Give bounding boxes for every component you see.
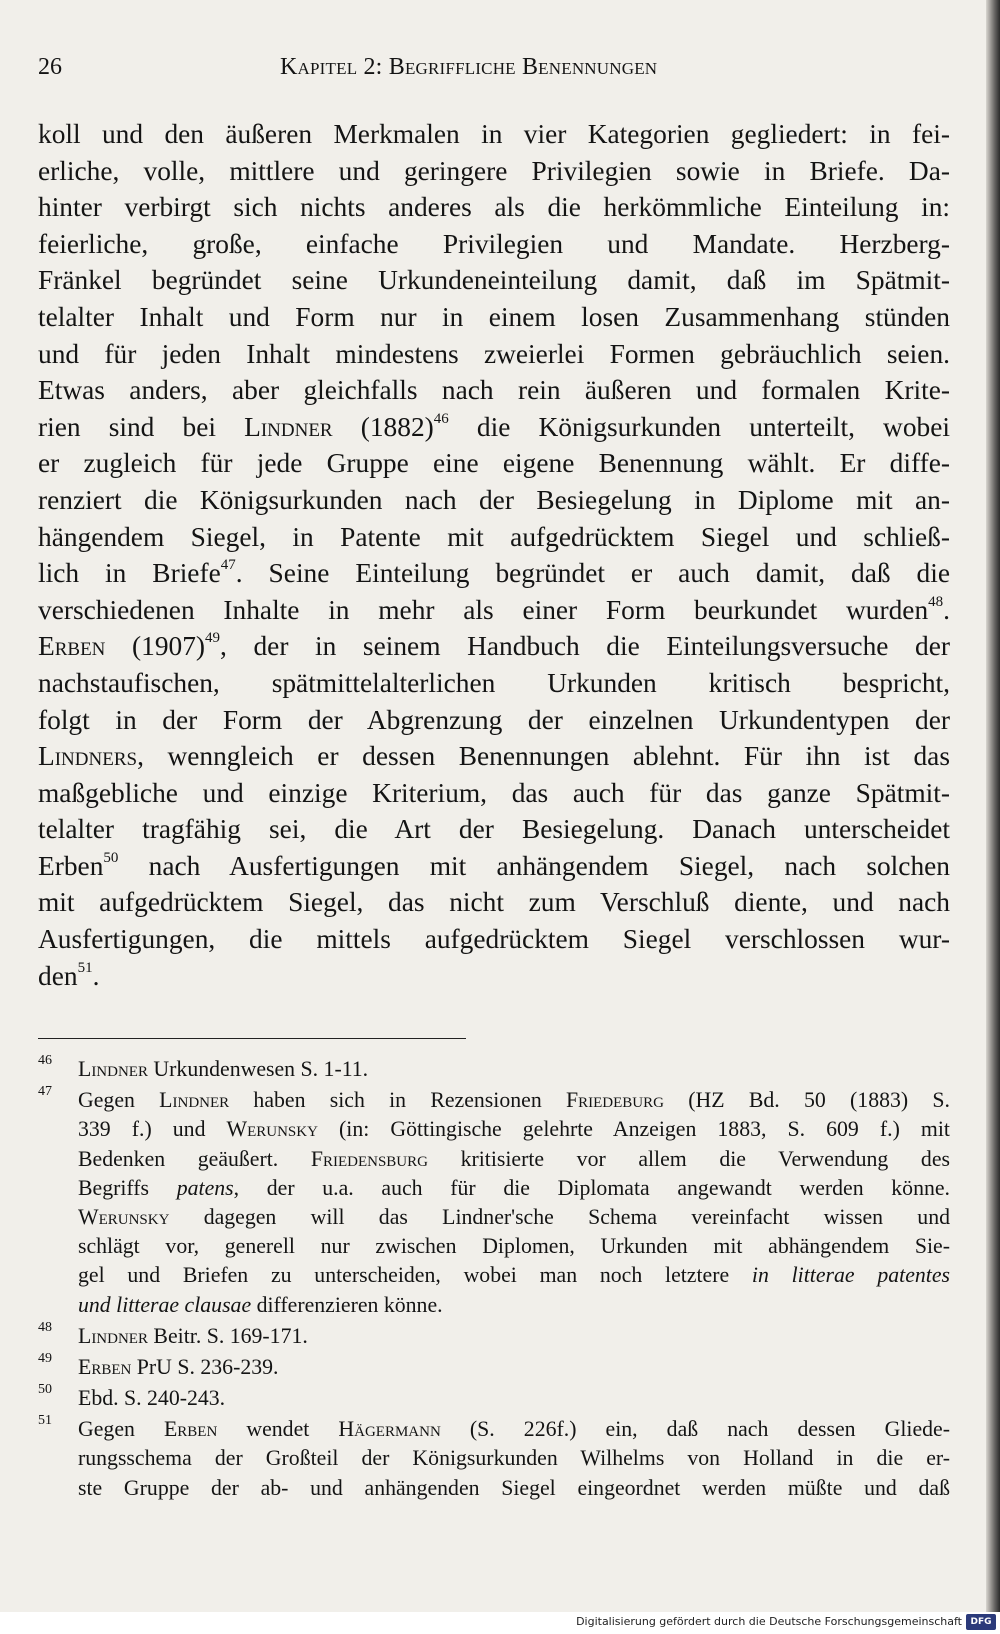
text-line: erliche, volle, mittlere und geringere Privilegien sowie in Briefe. Da- bbox=[38, 155, 950, 186]
footnote-line: ste Gruppe der ab- und anhängenden Siegel eingeordnet werden müßte und daß bbox=[78, 1475, 950, 1500]
text-fragment: den bbox=[38, 960, 78, 991]
author-name: Friedeburg bbox=[566, 1088, 664, 1113]
footnote-line bbox=[78, 1086, 950, 1115]
footnote-47 bbox=[38, 1086, 950, 1320]
author-name: Lindner bbox=[78, 1323, 148, 1348]
text-line: telalter Inhalt und Form nur in einem losen Zusammenhang stünden bbox=[38, 301, 950, 332]
text-line: folgt in der Form der Abgrenzung der einzelnen Urkundentypen der bbox=[38, 704, 950, 735]
author-name: Werunsky bbox=[78, 1204, 170, 1229]
text-line bbox=[38, 628, 950, 665]
footnote-line: Ebd. S. 240-243. bbox=[78, 1386, 226, 1411]
footnote-number: 50 bbox=[38, 1382, 52, 1398]
footnote-line: schlägt vor, generell nur zwischen Diplomen, Urkunden mit abhängendem Sie- bbox=[78, 1234, 950, 1259]
footnotes bbox=[38, 1055, 950, 1503]
text-fragment: , der in seinem Handbuch die Einteilungsversuche der bbox=[220, 631, 951, 662]
page-number: 26 bbox=[38, 54, 62, 80]
author-name: Erben bbox=[163, 1417, 218, 1442]
text-fragment: dagegen will das Lindner'sche Schema vereinfacht wissen und bbox=[169, 1204, 950, 1229]
dfg-logo-icon[interactable]: DFG bbox=[966, 1614, 996, 1630]
text-line: und für jeden Inhalt mindestens zweierlei Formen gebräuchlich seien. bbox=[38, 338, 950, 369]
text-fragment: Bedenken geäußert. bbox=[78, 1146, 311, 1171]
italic-term: in litterae patentes bbox=[751, 1263, 950, 1288]
footnote-51 bbox=[38, 1415, 950, 1503]
text-line: telalter tragfähig sei, die Art der Besiegelung. Danach unterscheidet bbox=[38, 814, 950, 845]
author-name: Friedensburg bbox=[310, 1146, 428, 1171]
author-name: Hägermann bbox=[338, 1417, 441, 1442]
text-fragment: , wenngleich er dessen Benennungen ablehnt. Für ihn ist das bbox=[137, 741, 950, 772]
text-fragment: . bbox=[92, 960, 100, 991]
footnote-number: 48 bbox=[38, 1319, 52, 1335]
text-fragment: wendet bbox=[217, 1417, 339, 1442]
body-paragraph bbox=[38, 116, 950, 994]
page-header bbox=[38, 54, 948, 88]
author-name: Erben bbox=[38, 631, 106, 662]
text-line bbox=[38, 409, 950, 446]
text-line: Ausfertigungen, die mittels aufgedrücktem Siegel verschlossen wur- bbox=[38, 924, 950, 955]
author-name: Werunsky bbox=[226, 1117, 318, 1142]
footnote-line bbox=[78, 1322, 950, 1351]
text-fragment: . bbox=[943, 594, 950, 625]
footnote-line bbox=[78, 1261, 950, 1290]
text-line bbox=[38, 555, 950, 592]
footnote-line bbox=[78, 1055, 950, 1084]
footnote-line: rungsschema der Großteil der Königsurkunden Wilhelms von Holland in die er- bbox=[78, 1446, 950, 1471]
footnote-50 bbox=[38, 1384, 950, 1413]
text-fragment: verschiedenen Inhalte in mehr als einer Form beurkundet wurden bbox=[38, 594, 929, 625]
text-fragment: Gegen bbox=[78, 1417, 164, 1442]
footnote-line bbox=[78, 1353, 950, 1382]
running-head: Kapitel 2: Begriffliche Benennungen bbox=[280, 54, 658, 80]
text-line: Fränkel begründet seine Urkundeneinteilung damit, daß im Spätmit- bbox=[38, 265, 950, 296]
text-fragment: kritisierte vor allem die Verwendung des bbox=[427, 1146, 950, 1171]
text-fragment: rien sind bei bbox=[38, 411, 245, 442]
text-fragment: (in: Göttingische gelehrte Anzeigen 1883, S. 609 f.) mit bbox=[317, 1117, 950, 1142]
text-line: maßgebliche und einzige Kriterium, das auch für das ganze Spätmit- bbox=[38, 777, 950, 808]
footnote-line bbox=[78, 1145, 950, 1174]
text-fragment: differenzieren könne. bbox=[251, 1292, 443, 1317]
footnote-ref[interactable]: 48 bbox=[928, 593, 944, 610]
digitization-footer bbox=[0, 1612, 1000, 1634]
text-fragment: nach Ausfertigungen mit anhängendem Siegel, nach solchen bbox=[118, 850, 950, 881]
text-line: nachstaufischen, spätmittelalterlichen Urkunden kritisch bespricht, bbox=[38, 667, 950, 698]
italic-term: patens bbox=[176, 1175, 234, 1200]
text-fragment: Gegen bbox=[78, 1088, 160, 1113]
author-name: Lindner bbox=[78, 1057, 148, 1081]
text-fragment: Urkundenwesen S. 1-11. bbox=[147, 1057, 369, 1081]
funding-note: Digitalisierung gefördert durch die Deutsche Forschungsgemeinschaft bbox=[576, 1615, 962, 1628]
footnote-ref[interactable]: 50 bbox=[103, 849, 119, 866]
author-name: Erben bbox=[78, 1354, 132, 1379]
text-fragment: lich in Briefe bbox=[38, 558, 221, 589]
footnote-line bbox=[78, 1174, 950, 1203]
footnote-ref[interactable]: 47 bbox=[220, 557, 236, 573]
text-fragment: Erben bbox=[38, 850, 104, 881]
text-fragment: 339 f.) und bbox=[78, 1117, 227, 1142]
text-fragment: , der u.a. auch für die Diplomata angewandt werden könne. bbox=[233, 1175, 950, 1200]
text-fragment: haben sich in Rezensionen bbox=[229, 1088, 566, 1113]
text-line bbox=[38, 592, 950, 629]
footnote-divider bbox=[38, 1038, 466, 1039]
text-fragment: . Seine Einteilung begründet er auch damit, daß die bbox=[235, 558, 950, 589]
footnote-ref[interactable]: 49 bbox=[205, 630, 221, 647]
text-line bbox=[38, 848, 950, 885]
text-line: hängendem Siegel, in Patente mit aufgedrücktem Siegel und schließ- bbox=[38, 521, 950, 552]
footnote-number: 46 bbox=[38, 1053, 52, 1068]
footnote-49 bbox=[38, 1350, 950, 1382]
author-name: Lindner bbox=[244, 411, 333, 442]
text-fragment: (HZ Bd. 50 (1883) S. bbox=[663, 1088, 950, 1113]
footnote-line bbox=[78, 1415, 950, 1444]
footnote-48 bbox=[38, 1319, 950, 1351]
footnote-line bbox=[78, 1203, 950, 1232]
text-line: mit aufgedrücktem Siegel, das nicht zum Verschluß diente, und nach bbox=[38, 887, 950, 918]
text-line: renziert die Königsurkunden nach der Besiegelung in Diplome mit an- bbox=[38, 484, 950, 515]
footnote-line bbox=[78, 1291, 950, 1320]
italic-term: und litterae clausae bbox=[78, 1292, 252, 1317]
footnote-46 bbox=[38, 1055, 950, 1084]
text-fragment: (1882) bbox=[332, 411, 434, 442]
footnote-number: 47 bbox=[38, 1084, 52, 1100]
footnote-ref[interactable]: 51 bbox=[77, 959, 93, 976]
footnote-number: 51 bbox=[38, 1413, 52, 1429]
footnote-number: 49 bbox=[38, 1350, 52, 1366]
text-fragment: (1907) bbox=[105, 631, 206, 662]
text-line: koll und den äußeren Merkmalen in vier Kategorien gegliedert: in fei- bbox=[38, 119, 950, 149]
text-fragment: die Königsurkunden unterteilt, wobei bbox=[448, 411, 950, 442]
text-fragment: Begriffs bbox=[78, 1175, 177, 1200]
text-fragment: gel und Briefen zu unterscheiden, wobei man noch letztere bbox=[78, 1263, 752, 1288]
text-line bbox=[38, 958, 950, 995]
footnote-ref[interactable]: 46 bbox=[433, 410, 449, 427]
text-line: Etwas anders, aber gleichfalls nach rein äußeren und formalen Krite- bbox=[38, 375, 950, 406]
text-line: hinter verbirgt sich nichts anderes als die herkömmliche Einteilung in: bbox=[38, 192, 950, 223]
author-name: Lindners bbox=[38, 741, 138, 772]
text-fragment: PrU S. 236-239. bbox=[131, 1354, 279, 1379]
text-line: feierliche, große, einfache Privilegien und Mandate. Herzberg- bbox=[38, 228, 950, 259]
text-fragment: Beitr. S. 169-171. bbox=[147, 1323, 308, 1348]
author-name: Lindner bbox=[159, 1088, 230, 1113]
footnote-line bbox=[78, 1115, 950, 1144]
text-fragment: (S. 226f.) ein, daß nach dessen Gliede- bbox=[440, 1417, 950, 1442]
text-line bbox=[38, 738, 950, 775]
page-binding-edge bbox=[986, 0, 1000, 1634]
text-line: er zugleich für jede Gruppe eine eigene Benennung wählt. Er diffe- bbox=[38, 448, 950, 479]
